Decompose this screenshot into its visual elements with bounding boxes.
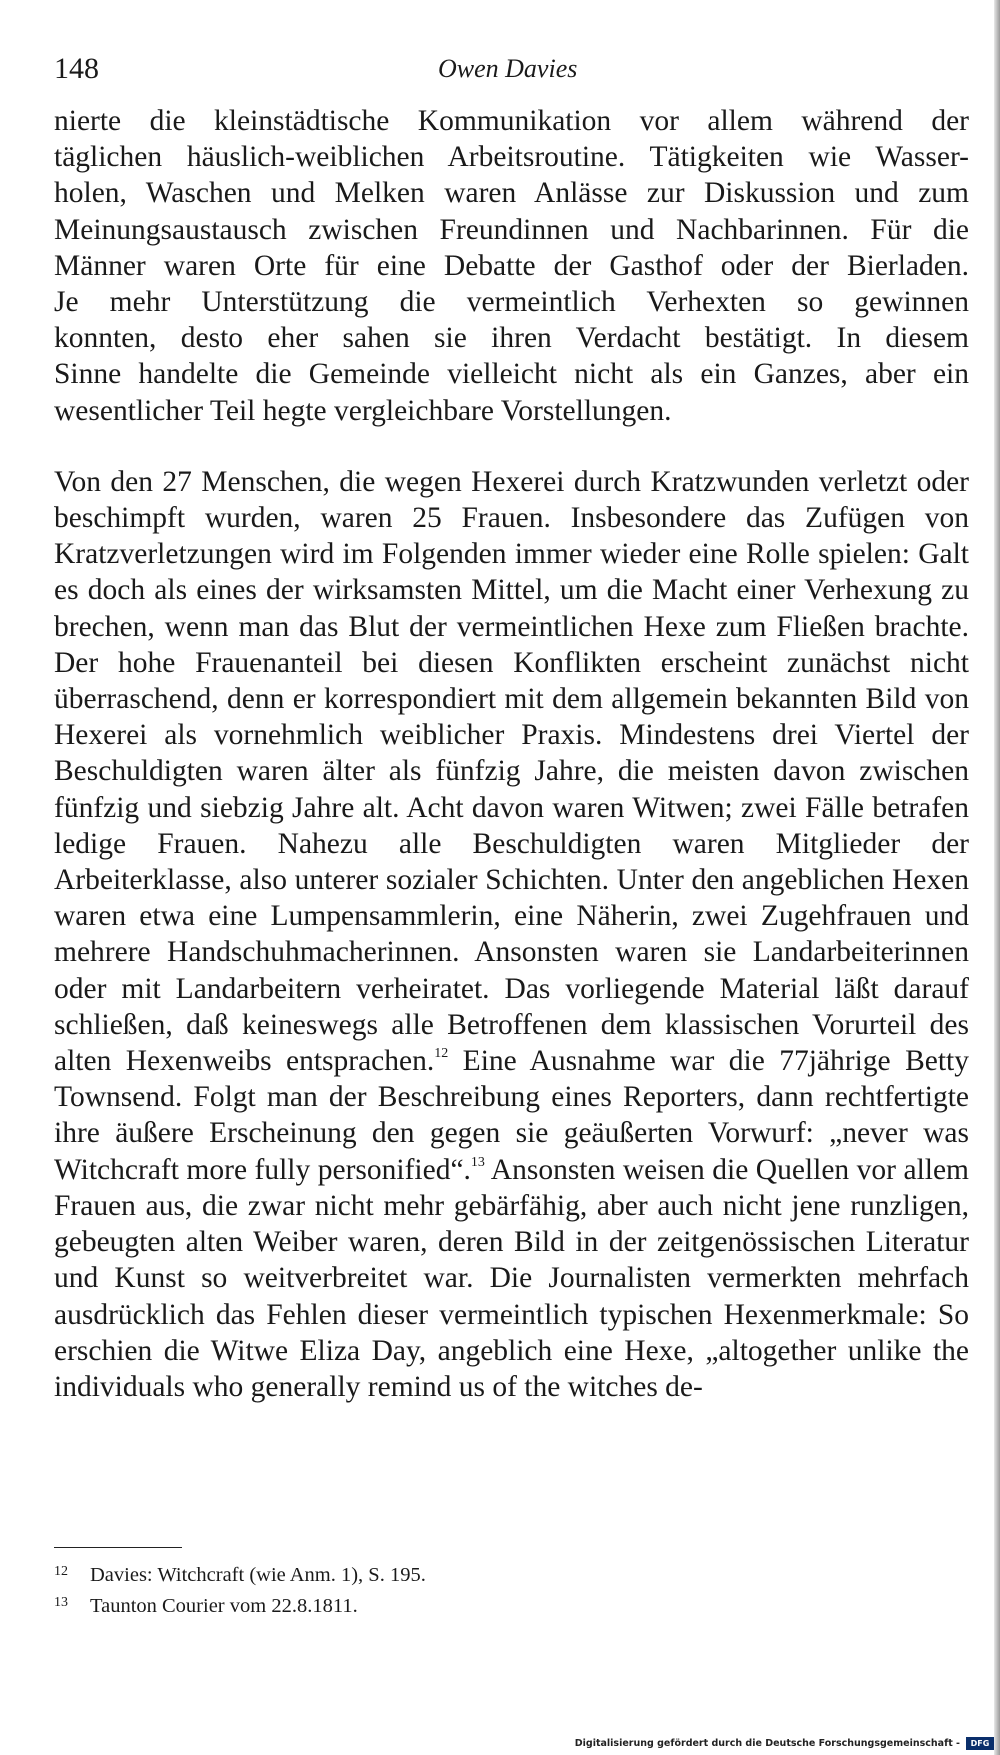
paragraph-spacer	[54, 429, 969, 464]
footnote-12	[54, 1560, 954, 1591]
footnote-ref-12[interactable]: 12	[434, 1046, 449, 1062]
paragraph-1	[54, 103, 969, 429]
page-header	[54, 52, 969, 92]
text-line: Meinungsaustausch zwischen Freundinnen und Nachbarinnen. Für die	[54, 213, 969, 246]
footnotes	[54, 1560, 954, 1622]
footnote-13	[54, 1591, 954, 1622]
footnote-text: Davies: Witchcraft (wie Anm. 1), S. 195.	[90, 1564, 426, 1586]
text-line: nierte die kleinstädtische Kommunikation vor allem während der	[54, 105, 969, 137]
footnote-number: 12	[54, 1564, 68, 1579]
running-head: Owen Davies	[438, 54, 578, 83]
footnote-divider	[54, 1547, 182, 1548]
dfg-logo: DFG	[966, 1737, 994, 1750]
text-line: Männer waren Orte für eine Debatte der Gasthof oder der Bierladen.	[54, 249, 969, 282]
text-line: täglichen häuslich-weiblichen Arbeitsroutine. Tätigkeiten wie Wasser-	[54, 141, 969, 174]
paragraph-2-part-1: Von den 27 Menschen, die wegen Hexerei durch Kratzwunden verletzt oder beschimpft wurden, waren 25 Frauen. Insbesondere das Zufügen von Kratzverletzungen wird im Folgenden immer wieder eine Rolle spielen: Galt es doch als eines der wirksamsten Mittel, um die Macht einer Verhexung zu brechen, wenn man das Blut der vermeintlichen Hexe zum Fließen brachte. Der hohe Frauenanteil bei diesen Konflikten erscheint zunächst nicht überraschend, denn er korrespondiert mit dem allgemein bekannten Bild von Hexerei als vornehmlich weiblicher Praxis. Mindestens drei Viertel der Beschuldigten waren älter als fünfzig Jahre, die meisten davon zwischen fünfzig und siebzig Jahre alt. Acht davon waren Witwen; zwei Fälle betrafen ledige Frauen. Nahezu alle Beschuldigten waren Mitglieder der Arbeiterklasse, also unterer sozialer Schichten. Unter den angeblichen Hexen waren etwa eine Lumpensammlerin, eine Näherin, zwei Zugehfrauen und mehrere Handschuhmacherinnen. Ansonsten waren sie Landarbeiterinnen oder mit Landarbeitern verheiratet. Das vorliegende Material läßt darauf schließen, daß keineswegs alle Betroffenen dem klassischen Vorurteil des alten Hexenweibs entsprachen.	[54, 465, 969, 1078]
paragraph-2-part-3: Ansonsten weisen die Quellen vor allem Frauen aus, die zwar nicht mehr gebärfähig, aber auch nicht jene runzligen, gebeugten alten Weiber waren, deren Bild in der zeitgenössischen Literatur und Kunst so weitverbreitet war. Die Journalisten vermerkten mehrfach ausdrücklich das Fehlen dieser vermeintlich typischen Hexenmerkmale: So erschien die Witwe Eliza Day, angeblich eine Hexe, „altogether unlike the individuals who generally remind us of the witches de-	[54, 1153, 969, 1403]
digitization-note: Digitalisierung gefördert durch die Deutsche Forschungsgemeinschaft -	[574, 1738, 960, 1749]
text-line: Sinne handelte die Gemeinde vielleicht nicht als ein Ganzes, aber ein	[54, 358, 969, 391]
page-number: 148	[54, 52, 99, 85]
paragraph-2-part-2: Eine Ausnahme war die 77jährige Betty Townsend. Folgt man der Beschreibung eines Reporters, dann rechtfertigte ihre äußere Erscheinung den gegen sie geäußerten Vorwurf: „never was Witchcraft more fully personified“.	[54, 1045, 969, 1186]
text-line: wesentlicher Teil hegte vergleichbare Vorstellungen.	[54, 394, 672, 427]
body-text	[54, 103, 969, 1405]
text-line: Je mehr Unterstützung die vermeintlich Verhexten so gewinnen	[54, 286, 969, 319]
scan-page-edge	[994, 0, 1000, 1755]
text-line: holen, Waschen und Melken waren Anlässe zur Diskussion und zum	[54, 177, 969, 210]
footnote-number: 13	[54, 1595, 68, 1610]
paragraph-2	[54, 464, 969, 1405]
footnote-text: Taunton Courier vom 22.8.1811.	[90, 1595, 358, 1617]
footnote-ref-13[interactable]: 13	[470, 1154, 485, 1170]
text-line: konnten, desto eher sahen sie ihren Verdacht bestätigt. In diesem	[54, 322, 969, 355]
